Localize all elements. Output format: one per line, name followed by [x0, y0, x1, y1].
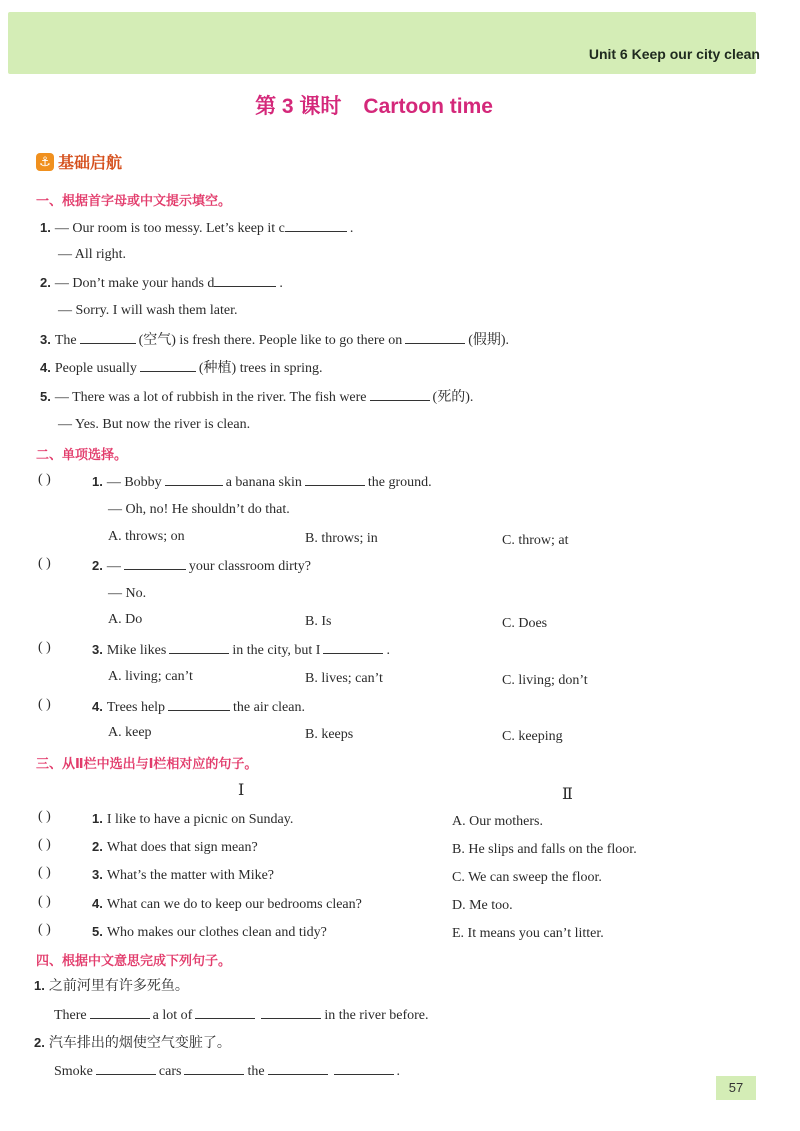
blank[interactable]	[90, 1006, 150, 1019]
section-title: 基础启航	[58, 155, 123, 172]
option-b[interactable]: B. lives; can’t	[305, 671, 383, 686]
blank[interactable]	[195, 1006, 255, 1019]
q-text: Mike likes	[106, 643, 167, 658]
q-text: a lot of	[152, 1008, 193, 1023]
blank[interactable]	[165, 473, 223, 486]
blank[interactable]	[124, 557, 186, 570]
blank[interactable]	[169, 641, 229, 654]
q-text: Trees help	[106, 700, 166, 715]
q-number: 1.	[40, 220, 51, 235]
blank[interactable]	[168, 698, 230, 711]
header-band	[8, 12, 756, 74]
option-a[interactable]: A. keep	[108, 725, 152, 740]
p1-q5-line1	[40, 388, 473, 407]
match-left-item	[92, 923, 327, 942]
q-text: What’s the matter with Mike?	[106, 868, 275, 883]
q-number: 3.	[92, 642, 103, 657]
option-b[interactable]: B. Is	[305, 614, 332, 629]
match-right-item: B. He slips and falls on the floor.	[452, 842, 637, 857]
p1-q3	[40, 331, 509, 350]
q-number: 5.	[92, 924, 103, 939]
q-number: 2.	[40, 275, 51, 290]
p1-q1-line1: 1. — Our room is too messy. Let’s keep it c .	[40, 220, 354, 236]
option-a[interactable]: A. throws; on	[108, 529, 185, 544]
q-text: 之前河里有许多死鱼。	[48, 978, 189, 994]
match-left-item	[92, 810, 293, 829]
q-text: your classroom dirty?	[188, 559, 311, 574]
blank[interactable]	[334, 1062, 394, 1075]
option-b[interactable]: B. throws; in	[305, 531, 378, 546]
q-text: 汽车排出的烟使空气变脏了。	[48, 1035, 231, 1051]
part3-title: 三、从Ⅱ栏中选出与Ⅰ栏相对应的句子。	[36, 756, 258, 771]
option-c[interactable]: C. living; don’t	[502, 673, 588, 688]
section-badge	[36, 150, 122, 173]
blank[interactable]	[323, 641, 383, 654]
option-b[interactable]: B. keeps	[305, 727, 354, 742]
q-number: 2.	[92, 558, 103, 573]
q-text: the air clean.	[233, 700, 305, 715]
q-text: the	[247, 1064, 265, 1079]
part4-title: 四、根据中文意思完成下列句子。	[36, 953, 232, 968]
blank[interactable]	[140, 359, 196, 372]
option-c[interactable]: C. Does	[502, 616, 548, 631]
q-text: What can we do to keep our bedrooms clean?	[106, 897, 362, 912]
column-one-header: Ⅰ	[238, 782, 245, 799]
q-text: Who makes our clothes clean and tidy?	[106, 925, 327, 940]
match-right-item: C. We can sweep the floor.	[452, 870, 602, 885]
answer-paren[interactable]: ( )	[38, 697, 51, 712]
part2-title: 二、单项选择。	[36, 447, 128, 462]
column-two-header: Ⅱ	[562, 786, 573, 803]
answer-paren[interactable]: ( )	[38, 640, 51, 655]
q-text: I like to have a picnic on Sunday.	[106, 812, 294, 827]
p2-q3	[92, 641, 390, 660]
blank[interactable]	[184, 1062, 244, 1075]
unit-title: Unit 6 Keep our city clean	[588, 46, 760, 62]
p2-q2-line1	[92, 557, 311, 576]
blank[interactable]	[214, 274, 276, 287]
q-text: — Don’t make your hands d	[54, 276, 215, 291]
blank[interactable]	[370, 388, 430, 401]
blank[interactable]	[305, 473, 365, 486]
q-number: 4.	[92, 699, 103, 714]
q-number: 1.	[92, 811, 103, 826]
p1-q5-line2: — Yes. But now the river is clean.	[58, 417, 251, 432]
q-text: — There was a lot of rubbish in the river. The fish were	[54, 390, 367, 405]
q-number: 2.	[92, 839, 103, 854]
q-number: 4.	[92, 896, 103, 911]
blank[interactable]	[268, 1062, 328, 1075]
anchor-icon: ⚓	[36, 153, 54, 171]
match-right-item: D. Me too.	[452, 898, 513, 913]
lesson-number: 第 3 课时	[255, 95, 342, 118]
q-number: 5.	[40, 389, 51, 404]
blank[interactable]	[261, 1006, 321, 1019]
q-text: There	[54, 1008, 87, 1023]
p4-q1-english	[54, 1006, 429, 1025]
option-a[interactable]: A. living; can’t	[108, 669, 193, 684]
p4-q2-chinese	[34, 1034, 231, 1052]
part1-title: 一、根据首字母或中文提示填空。	[36, 193, 232, 208]
p4-q2-english	[54, 1062, 400, 1081]
option-a[interactable]: A. Do	[108, 612, 143, 627]
answer-paren[interactable]: ( )	[38, 556, 51, 571]
answer-paren[interactable]: ( )	[38, 809, 51, 824]
q-text: the ground.	[367, 475, 432, 490]
q-text: in the city, but I	[232, 643, 321, 658]
q-number: 1.	[92, 474, 103, 489]
p4-q1-chinese	[34, 977, 189, 995]
p1-q4	[40, 359, 323, 378]
q-text: a banana skin	[225, 475, 302, 490]
p1-q1-line2: — All right.	[58, 247, 127, 262]
q-text: .	[396, 1064, 401, 1079]
q-text: cars	[158, 1064, 182, 1079]
blank[interactable]	[96, 1062, 156, 1075]
q-text: What does that sign mean?	[106, 840, 258, 855]
p1-q2-line2: — Sorry. I will wash them later.	[58, 303, 238, 318]
q-text: (空气) is fresh there. People like to go there on	[138, 333, 403, 348]
page-number: 57	[716, 1076, 756, 1100]
answer-paren[interactable]: ( )	[38, 472, 51, 487]
q-text: — Bobby	[106, 475, 162, 490]
q-number: 3.	[92, 867, 103, 882]
option-c[interactable]: C. throw; at	[502, 533, 569, 548]
match-left-item	[92, 838, 258, 857]
match-left-item	[92, 866, 274, 885]
q-number: 1.	[34, 978, 45, 993]
q-text: — Our room is too messy. Let’s keep it c	[54, 221, 285, 236]
q-text: Smoke	[54, 1064, 93, 1079]
lesson-name: Cartoon time	[363, 95, 493, 118]
blank[interactable]	[80, 331, 136, 344]
p2-q4	[92, 698, 305, 717]
q-text: in the river before.	[324, 1008, 429, 1023]
match-right-item: A. Our mothers.	[452, 814, 543, 829]
answer-paren[interactable]: ( )	[38, 894, 51, 909]
answer-paren[interactable]: ( )	[38, 837, 51, 852]
match-left-item	[92, 895, 362, 914]
lesson-title	[0, 90, 748, 120]
q-text: (种植) trees in spring.	[198, 361, 323, 376]
q-number: 4.	[40, 360, 51, 375]
q-text: .	[386, 643, 390, 658]
p1-q2-line1: 2. — Don’t make your hands d .	[40, 275, 283, 291]
blank[interactable]	[285, 219, 347, 232]
answer-paren[interactable]: ( )	[38, 922, 51, 937]
p2-q2-line2: — No.	[108, 586, 147, 601]
option-c[interactable]: C. keeping	[502, 729, 563, 744]
q-number: 3.	[40, 332, 51, 347]
q-text: People usually	[54, 361, 137, 376]
q-text: (死的).	[432, 390, 474, 405]
q-text: The	[54, 333, 77, 348]
p2-q1-line1	[92, 473, 432, 492]
match-right-item: E. It means you can’t litter.	[452, 926, 604, 941]
q-number: 2.	[34, 1035, 45, 1050]
p2-q1-line2: — Oh, no! He shouldn’t do that.	[108, 502, 290, 517]
blank[interactable]	[405, 331, 465, 344]
q-text: (假期).	[468, 333, 510, 348]
answer-paren[interactable]: ( )	[38, 865, 51, 880]
q-text: —	[106, 559, 121, 574]
